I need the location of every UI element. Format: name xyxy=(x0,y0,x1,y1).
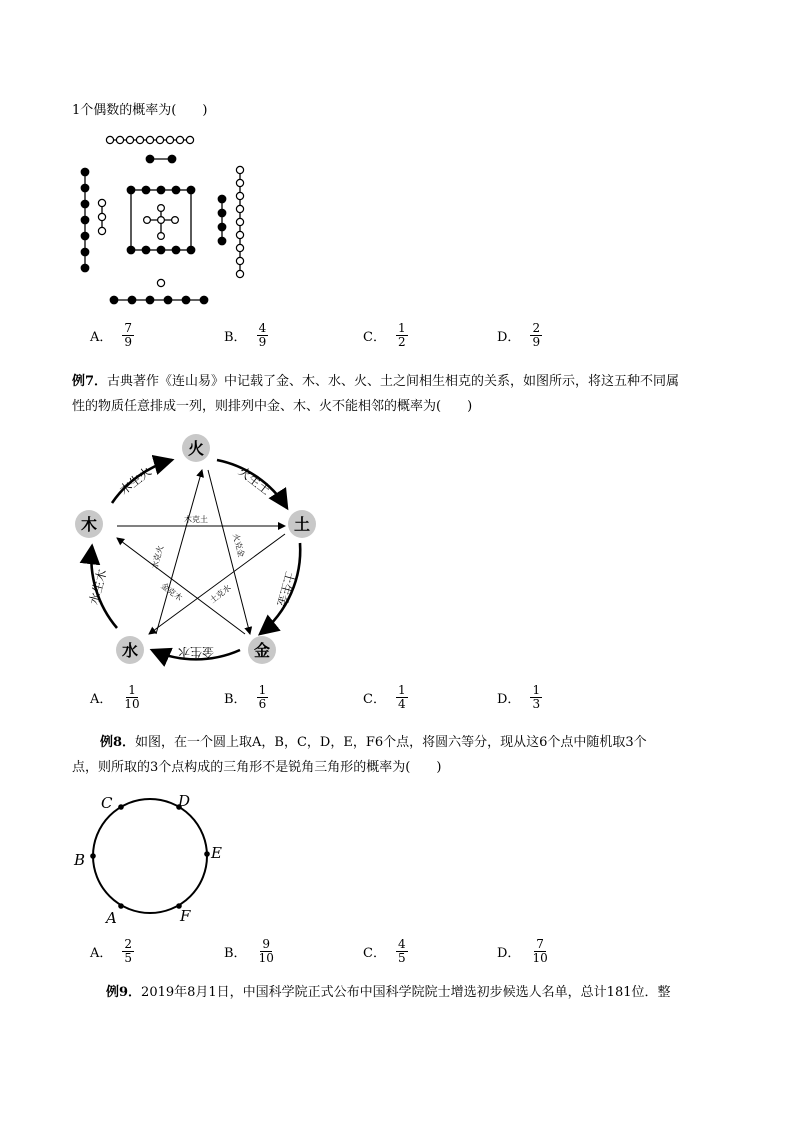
option-label: D． xyxy=(497,946,521,961)
sheng-label: 火生土 xyxy=(235,464,273,498)
element-earth: 土 xyxy=(293,515,311,534)
q6-stem: 1个偶数的概率为( ) xyxy=(72,103,208,118)
q8-option-d[interactable] xyxy=(497,938,550,965)
q8-line-1 xyxy=(100,735,647,751)
q9-line-1 xyxy=(106,985,671,1001)
numerator: 1 xyxy=(258,683,267,697)
sheng-label: 金生水 xyxy=(177,645,215,659)
q8-line-2: 点，则所取的3个点构成的三角形不是锐角三角形的概率为( ) xyxy=(72,760,442,775)
option-fraction xyxy=(396,938,408,965)
label-e: E xyxy=(211,844,222,862)
numerator: 2 xyxy=(124,937,133,951)
label-f: F xyxy=(180,907,191,925)
q6-option-c[interactable] xyxy=(363,322,408,349)
q8-text-1: 如图，在一个圆上取A，B，C，D，E，F6个点，将圆六等分，现从这6个点中随机取3个 xyxy=(135,735,647,750)
q7-option-c[interactable] xyxy=(363,684,408,711)
denominator: 10 xyxy=(124,697,140,711)
denominator: 4 xyxy=(397,697,406,711)
numerator: 1 xyxy=(397,683,406,697)
option-fraction xyxy=(396,322,408,349)
option-label: D． xyxy=(497,692,521,707)
option-fraction xyxy=(530,322,542,349)
label-b: B xyxy=(74,851,86,869)
element-nodes xyxy=(75,434,316,664)
ke-label: 水克火 xyxy=(149,544,166,571)
option-label: C． xyxy=(363,946,386,961)
option-label: D． xyxy=(497,330,521,345)
sheng-label: 土生金 xyxy=(274,569,298,609)
sheng-label: 木生火 xyxy=(117,464,155,498)
option-label: A． xyxy=(90,946,113,961)
q6-option-d[interactable] xyxy=(497,322,542,349)
numerator: 4 xyxy=(397,937,406,951)
denominator: 10 xyxy=(532,951,548,965)
luoshu-figure xyxy=(70,128,260,308)
element-wood: 木 xyxy=(80,515,98,534)
q6-option-b[interactable] xyxy=(224,322,268,349)
q7-line-2: 性的物质任意排成一列，则排列中金、木、火不能相邻的概率为( ) xyxy=(72,399,473,414)
question-tag: 例7． xyxy=(72,374,108,389)
question-tag: 例8． xyxy=(100,735,136,750)
option-label: B． xyxy=(224,330,247,345)
element-water: 水 xyxy=(121,641,139,660)
element-fire: 火 xyxy=(187,439,205,458)
numerator: 4 xyxy=(258,321,267,335)
option-fraction xyxy=(257,684,269,711)
ke-label: 土克水 xyxy=(208,583,233,605)
option-label: B． xyxy=(224,946,247,961)
option-fraction xyxy=(257,322,269,349)
q8-option-b[interactable] xyxy=(224,938,276,965)
ke-label: 火克金 xyxy=(230,532,246,559)
option-label: A． xyxy=(90,692,113,707)
point-e xyxy=(204,851,210,857)
denominator: 2 xyxy=(397,335,406,349)
q6-option-a[interactable] xyxy=(90,322,134,349)
q7-option-a[interactable] xyxy=(90,684,142,711)
question-tag: 例9． xyxy=(106,985,142,1000)
denominator: 10 xyxy=(258,951,274,965)
circle-points-figure xyxy=(72,788,232,928)
option-label: C． xyxy=(363,330,386,345)
option-fraction xyxy=(122,938,134,965)
point-b xyxy=(90,853,96,859)
option-label: A． xyxy=(90,330,113,345)
q7-option-b[interactable] xyxy=(224,684,268,711)
denominator: 9 xyxy=(124,335,133,349)
q9-text-1: 2019年8月1日，中国科学院正式公布中国科学院院士增选初步候选人名单，总计181位．整 xyxy=(141,985,671,1000)
numerator: 9 xyxy=(262,937,271,951)
sheng-label: 水生木 xyxy=(86,567,110,607)
denominator: 9 xyxy=(258,335,267,349)
numerator: 1 xyxy=(397,321,406,335)
option-fraction xyxy=(530,684,542,711)
option-label: B． xyxy=(224,692,247,707)
ke-label: 木克土 xyxy=(184,515,208,524)
numerator: 1 xyxy=(532,683,541,697)
q8-option-c[interactable] xyxy=(363,938,408,965)
label-d: D xyxy=(178,792,191,810)
option-label: C． xyxy=(363,692,386,707)
option-fraction xyxy=(122,322,134,349)
denominator: 3 xyxy=(532,697,541,711)
point-a xyxy=(118,903,124,909)
option-fraction xyxy=(257,938,276,965)
denominator: 6 xyxy=(258,697,267,711)
q8-option-a[interactable] xyxy=(90,938,134,965)
element-metal: 金 xyxy=(253,641,271,660)
numerator: 1 xyxy=(128,683,136,697)
numerator: 2 xyxy=(532,321,541,335)
ke-label: 金克木 xyxy=(159,581,184,603)
q7-line-1 xyxy=(72,374,679,390)
option-fraction xyxy=(122,684,141,711)
label-c: C xyxy=(101,794,113,812)
label-a: A xyxy=(106,909,117,927)
option-fraction xyxy=(396,684,408,711)
numerator: 7 xyxy=(536,937,544,951)
numerator: 7 xyxy=(124,321,133,335)
denominator: 5 xyxy=(397,951,406,965)
wuxing-figure xyxy=(72,428,322,673)
option-fraction xyxy=(530,938,549,965)
q7-text-1: 古典著作《连山易》中记载了金、木、水、火、土之间相生相克的关系，如图所示，将这五种不同属 xyxy=(107,374,680,389)
q7-option-d[interactable] xyxy=(497,684,542,711)
denominator: 9 xyxy=(532,335,541,349)
denominator: 5 xyxy=(124,951,133,965)
point-c xyxy=(118,804,124,810)
